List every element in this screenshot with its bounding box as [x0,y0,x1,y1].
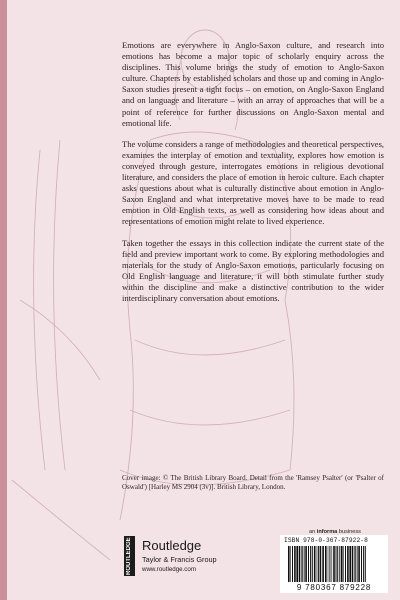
barcode-bar [354,546,355,582]
barcode-bar [317,546,318,582]
imprint-brand: informa [316,529,338,535]
isbn-label: ISBN 978-0-367-87922-8 [284,537,368,544]
routledge-logo [124,536,135,576]
barcode-bar [329,546,330,582]
barcode-bar [296,546,298,582]
barcode-bar [363,546,364,582]
barcode-bar [339,546,340,582]
barcode-bar [361,546,362,582]
barcode [287,546,381,582]
publisher-url: www.routledge.com [142,566,196,573]
barcode-bar [343,546,344,582]
barcode-bar [328,546,329,582]
barcode-number: 9 780367 879228 [296,583,372,592]
barcode-bar [365,546,366,582]
barcode-bar [318,546,319,582]
barcode-bar [294,546,296,582]
barcode-bar [325,546,327,582]
barcode-bar [336,546,337,582]
barcode-bar [301,546,302,582]
publisher-name: Routledge [142,538,202,553]
imprint-suffix: business [337,529,361,535]
routledge-logo-text: ROUTLEDGE [126,537,132,575]
barcode-bar [320,546,322,582]
barcode-bar [345,546,346,582]
barcode-bar [358,546,360,582]
imprint-prefix: an [309,529,317,535]
barcode-bar [347,546,349,582]
barcode-bar [288,546,290,582]
barcode-bar [305,546,307,582]
barcode-bar [337,546,338,582]
barcode-bar [310,546,311,582]
barcode-bar [349,546,351,582]
barcode-bar [292,546,293,582]
barcode-bar [341,546,343,582]
cover-image-credit: Cover image: © The British Library Board. Detail from the 'Ramsey Psalter' (or 'Psalter of Oswald') [Harley MS 2904 (3v)]. British Library, London. [122,474,384,492]
barcode-bar [332,546,333,582]
barcode-bar [352,546,354,582]
barcode-bar [357,546,358,582]
blurb-paragraph: The volume considers a range of methodologies and theoretical perspectives, examines the interplay of emotion and textuality, explores how emotion is conveyed through gesture, interrogates emotions in religious devotional literature, and considers the place of emotion in heroic culture. Each chapter asks questions about what is culturally distinctive about emotion in Anglo-Saxon England and what interpretative moves have to be made to read emotion in Old English texts, as well as considering how ideas about and representations of emotion might relate to lived experience. [122,138,384,227]
back-cover-blurb [122,40,384,314]
barcode-bar [290,546,291,582]
publisher-group: Taylor & Francis Group [142,555,217,564]
blurb-paragraph: Emotions are everywhere in Anglo-Saxon culture, and research into emotions has become a major topic of scholarly enquiry across the disciplines. This volume brings the study of emotion to Anglo-Saxon culture. Chapters by established scholars and those up and coming in Anglo-Saxon studies present a tight focus – on emotion, on Anglo-Saxon England and on language and literature – with an array of approaches that will be a point of reference for further discussions on Anglo-Saxon mental and emotional life. [122,40,384,128]
barcode-bar [355,546,356,582]
blurb-paragraph: Taken together the essays in this collection indicate the current state of the field and preview important work to come. By exploring methodologies and materials for the study of Anglo-Saxon emotions, particularly focusing on Old English language and literature, it will both stimulate further study within the discipline and make a distinctive contribution to the wider interdisciplinary conversation about emotions. [122,237,384,303]
barcode-bar [308,546,309,582]
barcode-bar [302,546,303,582]
barcode-bar [333,546,335,582]
barcode-bar [304,546,305,582]
publisher-block [124,536,284,582]
barcode-bar [299,546,301,582]
barcode-bar [314,546,316,582]
barcode-bar [312,546,313,582]
barcode-bar [322,546,324,582]
